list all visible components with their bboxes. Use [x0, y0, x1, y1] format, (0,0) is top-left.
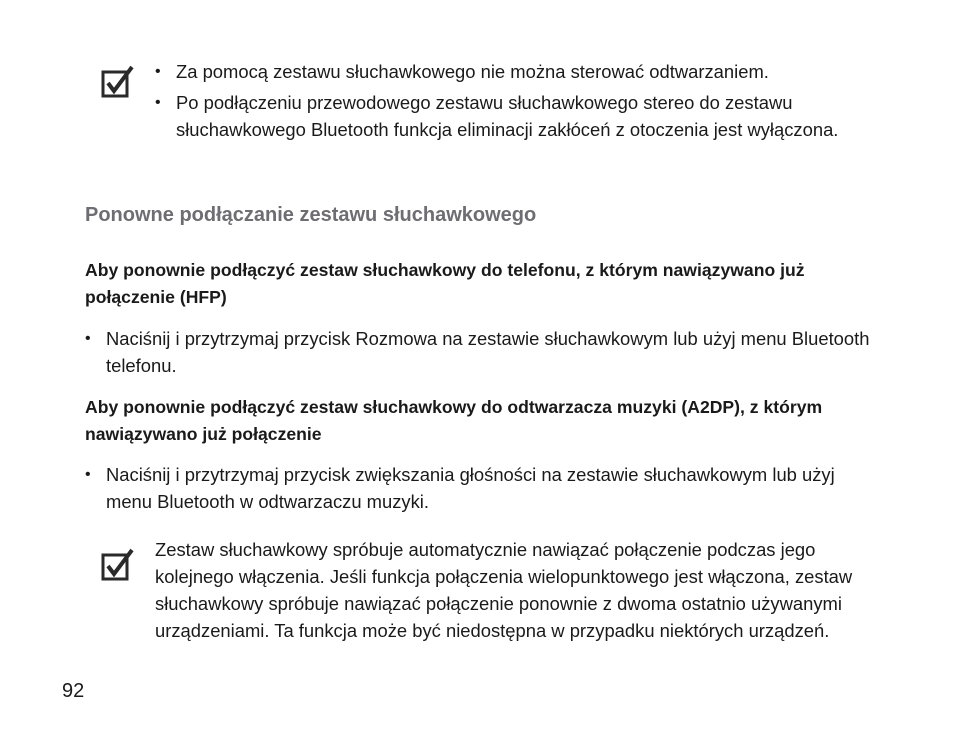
hfp-bullet: [85, 325, 885, 379]
a2dp-bullet: [85, 461, 885, 515]
hfp-subheading: Aby ponownie podłączyć zestaw słuchawkowy do telefonu, z którym nawiązywano już połączenie (HFP): [85, 260, 805, 307]
bullet-dot: •: [85, 330, 91, 347]
section-heading: Ponowne podłączanie zestawu słuchawkowego: [85, 204, 537, 226]
note-item: • Za pomocą zestawu słuchawkowego nie można sterować odtwarzaniem.: [155, 58, 875, 85]
bullet-dot: •: [85, 466, 91, 483]
checkbox-note-icon: [101, 64, 135, 98]
page-number: 92: [62, 680, 85, 702]
a2dp-bullet-text: Naciśnij i przytrzymaj przycisk zwiększania głośności na zestawie słuchawkowym lub użyj menu Bluetooth w odtwarzaczu muzyki.: [106, 464, 835, 512]
note-item: • Po podłączeniu przewodowego zestawu słuchawkowego stereo do zestawu słuchawkowego Bluetooth funkcja eliminacji zakłóceń z otoczenia jest wyłączona.: [155, 89, 875, 143]
note-list: [155, 58, 875, 147]
a2dp-subheading: Aby ponownie podłączyć zestaw słuchawkowy do odtwarzacza muzyki (A2DP), z którym nawiązywano już połączenie: [85, 397, 823, 444]
note-text: Zestaw słuchawkowy spróbuje automatycznie nawiązać połączenie podczas jego kolejnego włączenia. Jeśli funkcja połączenia wielopunktowego jest włączona, zestaw słuchawkowy spróbuje nawiązać połączenie ponownie z dwoma ostatnio używanymi urządzeniami. Ta funkcja może być niedostępna w przypadku niektórych urządzeń.: [155, 539, 853, 641]
checkbox-note-icon: [101, 547, 135, 581]
hfp-bullet-text: Naciśnij i przytrzymaj przycisk Rozmowa na zestawie słuchawkowym lub użyj menu Bluetooth telefonu.: [106, 328, 870, 376]
